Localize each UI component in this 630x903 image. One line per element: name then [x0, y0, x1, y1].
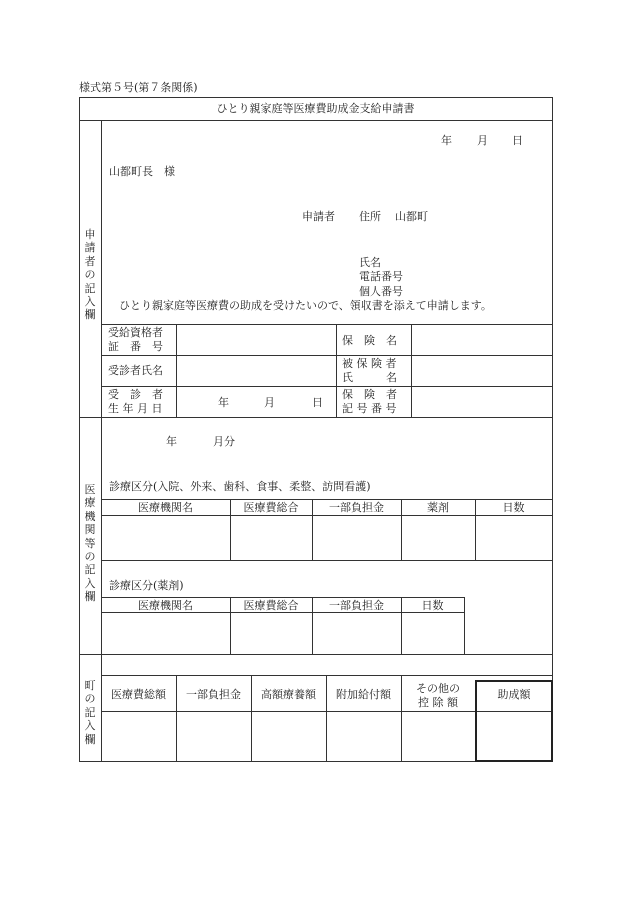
- date-month: 月: [477, 134, 488, 147]
- town-header-subsidy: 助成額: [497, 688, 531, 701]
- table1-header-institution: 医療機関名: [138, 501, 193, 514]
- section1-label: 診療区分(入院、外来、歯科、食事、柔整、訪問看護): [109, 480, 371, 493]
- declaration-text: ひとり親家庭等医療費の助成を受けたいので、領収書を添えて申請します。: [119, 299, 492, 312]
- town-header-high-cost: 高額療養額: [261, 688, 316, 701]
- patient-name-label: 受診者氏名: [108, 364, 163, 377]
- form-title: ひとり親家庭等医療費助成金支給申請書: [216, 102, 415, 115]
- addressee: 山都町長 様: [109, 165, 175, 178]
- medical-section-label: 医療機関等の記入欄: [84, 483, 96, 604]
- table2-header-institution: 医療機関名: [138, 599, 193, 612]
- town-header-additional: 附加給付額: [336, 688, 391, 701]
- insurer-label-1: 保 険 者: [342, 388, 397, 401]
- date-day: 日: [512, 134, 523, 147]
- dob-year: 年: [218, 396, 229, 409]
- cert-number-label-2: 証 番 号: [108, 340, 163, 353]
- town-header-copay: 一部負担金: [186, 688, 241, 701]
- name-label: 氏名: [359, 256, 381, 269]
- section2-label: 診療区分(薬剤): [109, 579, 184, 592]
- table2-header-copay: 一部負担金: [329, 599, 384, 612]
- address-label: 住所: [359, 210, 381, 223]
- insurer-label-2: 記 号 番 号: [342, 402, 397, 415]
- dob-month: 月: [264, 396, 275, 409]
- dob-label-2: 生 年 月 日: [108, 402, 163, 415]
- table1-header-total: 医療費総合: [243, 501, 299, 514]
- dob-label-1: 受 診 者: [108, 388, 163, 401]
- insured-label-1: 被 保 険 者: [342, 357, 397, 370]
- phone-label: 電話番号: [359, 270, 403, 283]
- table1-header-copay: 一部負担金: [329, 501, 384, 514]
- insurance-name-label: 保 険 名: [342, 334, 397, 347]
- table1-header-drugs: 薬剤: [427, 501, 449, 514]
- insured-label-2: 氏 名: [342, 371, 397, 384]
- period-year: 年: [166, 435, 177, 448]
- table1-header-days: 日数: [502, 501, 525, 514]
- town-header-other-1: その他の: [416, 682, 460, 695]
- date-year: 年: [441, 134, 452, 147]
- table2-header-days: 日数: [421, 599, 444, 612]
- town-header-other-2: 控 除 額: [418, 696, 458, 709]
- form-frame: [79, 97, 553, 762]
- dob-day: 日: [312, 396, 323, 409]
- cert-number-label-1: 受給資格者: [108, 326, 163, 339]
- town-header-total: 医療費総額: [111, 688, 166, 701]
- period-month: 月分: [213, 435, 235, 448]
- form-number: 様式第５号(第７条関係): [79, 81, 198, 94]
- table2-header-total: 医療費総合: [243, 599, 299, 612]
- personal-number-label: 個人番号: [359, 285, 403, 298]
- address-value: 山都町: [395, 210, 428, 223]
- applicant-label: 申請者: [302, 210, 335, 223]
- town-section-label: 町の記入欄: [84, 679, 96, 746]
- applicant-section-label: 申請者の記入欄: [84, 228, 96, 322]
